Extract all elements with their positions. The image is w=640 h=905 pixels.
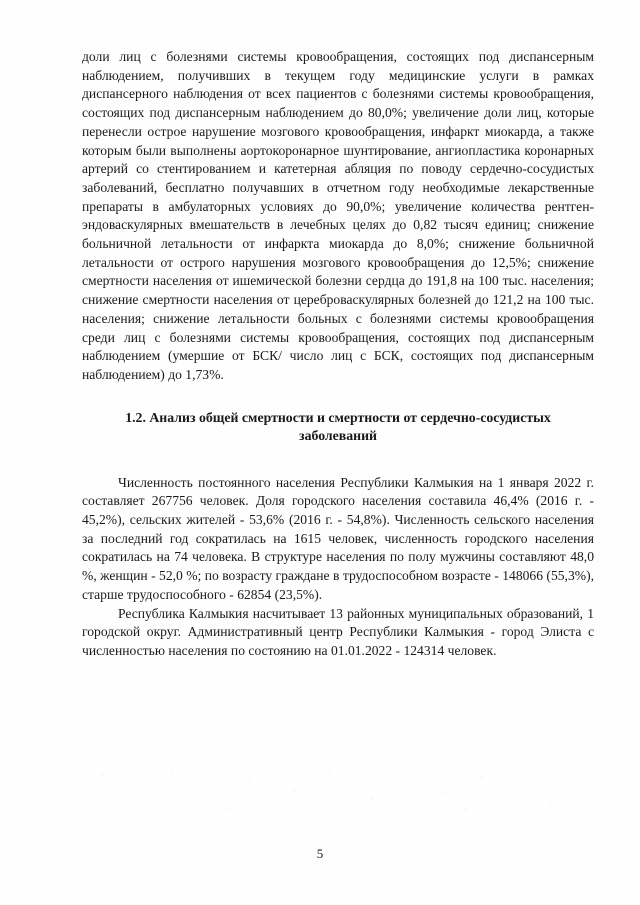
scan-speckle: [90, 765, 560, 815]
paragraph-population: Численность постоянного населения Республики Калмыкия на 1 января 2022 г. составляет 267756 человек. Доля городского населения составила 46,4% (2016 г. - 45,2%), сельских жителей - 53,6% (2016 г. - 54,8%). Численность сельского населения за последний год сократилась на 1615 человек, численность городского населения сократилась на 74 человека. В структуре населения по полу мужчины составляют 48,0 %, женщин - 52,0 %; по возрасту граждане в трудоспособном возрасте - 148066 (55,3%), старше трудоспособного - 62854 (23,5%).: [82, 474, 594, 602]
paragraph-municipalities: Республика Калмыкия насчитывает 13 районных муниципальных образований, 1 городской округ. Административный центр Республики Калмыкия - город Элиста с численностью населения по состоянию на 01.01.2022 - 124314 человек.: [82, 605, 594, 658]
section-heading-line-2: заболеваний: [299, 428, 377, 444]
page-number: 5: [316, 846, 324, 861]
paragraph-targets-continuation: доли лиц с болезнями системы кровообращения, состоящих под диспансерным наблюдением, получивших в текущем году медицинские услуги в рамках диспансерного наблюдения от всех пациентов с болезнями системы кровообращения, состоящих под диспансерным наблюдением до 80,0%; увеличение доли лиц, которые перенесли острое нарушение мозгового кровообращения, инфаркт миокарда, а также которым были выполнены аортокоронарное шунтирование, ангиопластика коронарных артерий со стентированием и катетерная абляция по поводу сердечно-сосудистых заболеваний, бесплатно получавших в отчетном году необходимые лекарственные препараты в амбулаторных условиях до 90,0%; увеличение количества рентген-эндоваскулярных вмешательств в лечебных целях до 0,82 тысяч единиц; снижение больничной летальности от инфаркта миокарда до 8,0%; снижение больничной летальности от острого нарушения мозгового кровообращения до 12,5%; снижение смертности населения от ишемической болезни сердца до 191,8 на 100 тыс. населения; снижение смертности населения от цереброваскулярных болезней до 121,2 на 100 тыс. населения; снижение летальности больных с болезнями системы кровообращения среди лиц с болезнями системы кровообращения, состоящих под диспансерным наблюдением (умершие от БСК/ число лиц с БСК, состоящих под диспансерным наблюдением) до 1,73%.: [82, 49, 594, 382]
page-content: [82, 48, 594, 661]
section-heading-line-1: 1.2. Анализ общей смертности и смертности от сердечно-сосудистых: [125, 409, 551, 425]
section-heading: [82, 409, 594, 446]
